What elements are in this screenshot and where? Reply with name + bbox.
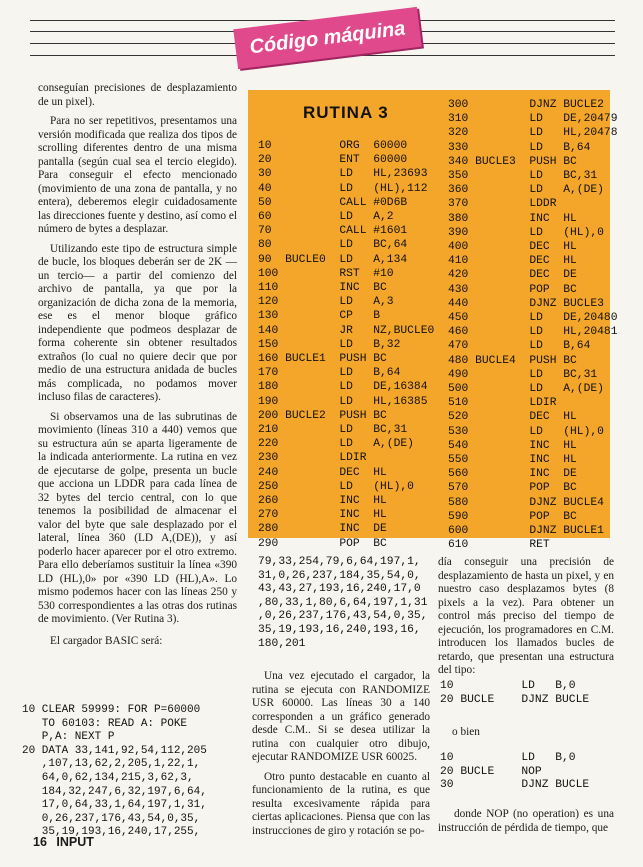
right-column	[438, 556, 614, 684]
or-text: o bien	[452, 726, 480, 738]
basic-loader-listing: 10 CLEAR 59999: FOR P=60000 TO 60103: READ A: POKE P,A: NEXT P 20 DATA 33,141,92,54,112,205 ,107,13,62,2,205,1,22,1, 64,0,62,134,215,3,62,3, 184,32,247,6,32,197,6,64, 17,0,64,33,1,64,197,1,31, 0,26,237,176,43,54,0,35, 35,19,193,16,240,17,255,	[22, 704, 207, 839]
routine-listing-right: 300 DJNZ BUCLE2 310 LD DE,20479 320 LD HL,20478 330 LD B,64 340 BUCLE3 PUSH BC 350 LD BC,31 360 LD A,(DE) 370 LDDR 380 INC HL 390 LD (HL),0 400 DEC HL 410 DEC HL 420 DEC DE 430 POP BC 440 DJNZ BUCLE3 450 LD DE,20480 460 LD HL,20481 470 LD B,64 480 BUCLE4 PUSH BC 490 LD BC,31 500 LD A,(DE) 510 LDIR 520 DEC HL 530 LD (HL),0 540 INC HL 550 INC HL 560 INC DE 570 POP BC 580 DJNZ BUCLE4 590 POP BC 600 DJNZ BUCLE1 610 RET	[448, 99, 618, 552]
data-continued-listing: 79,33,254,79,6,64,197,1, 31,0,26,237,184,35,54,0, 43,43,27,193,16,240,17,0 ,80,33,1,80,6,64,197,1,31 ,0,26,237,176,43,54,0,35, 35,19,193,16,240,193,16, 180,201	[258, 556, 428, 650]
paragraph: Si observamos una de las subrutinas de movimiento (líneas 310 a 440) vemos que su estructura aún se aparta ligeramente de la indicada anteriormente. La rutina en vez de ejecutarse de golpe, presenta un bucle que acciona un LDDR para cada línea de 32 bytes del tercio central, con lo que tenemos la posibilidad de almacenar el valor del byte que sale desplazado por el lateral, línea 360 (LD A,(DE)), y así poderlo hacer aparecer por el otro extremo. Para ello deberíamos sustituir la línea «390 LD (HL),0» por «390 LD (HL),A». Lo mismo podemos hacer con las líneas 250 y 530 correspondientes a las otras dos rutinas de movimiento. (Ver Rutina 3).	[38, 410, 237, 625]
magazine-name: INPUT	[56, 835, 94, 849]
folio	[33, 835, 94, 849]
paragraph: Utilizando este tipo de estructura simple de bucle, los bloques deberán ser de 2K —un tercio— a partir del comienzo del archivo de pantalla, ya que por la organización de dicha zona de la memoria, ese es el menor bloque gráfico independiente que podmeos desplazar de forma coherente sin obtener resultados extraños (lo cual no quiere decir que por medio de una estructura anidada de bucles más complicada, no podamos mover incluso filas de caracteres).	[38, 242, 237, 403]
right-column-bottom	[438, 808, 614, 841]
paragraph: Una vez ejecutado el cargador, la rutina se ejecuta con RANDOMIZE USR 60000. Las líneas 30 a 140 corresponden a un gráfico generado desde C.M.. Si se desea utilizar la rutina con cualquier otro dibujo, ejecutar RANDOMIZE USR 60025.	[252, 670, 430, 763]
section-tab: Código máquina	[233, 7, 421, 69]
paragraph: Para no ser repetitivos, presentamos una versión modificada que realiza dos tipos de scrolling diferentes dentro de una misma pantalla (según cual sea el tercio elegido). Para conseguir el efecto mencionado (movimiento de una zona de pantalla, y no entera), deberemos elegir cuidadosamente las direcciones fuente y destino, así como el número de bytes a desplazar.	[38, 115, 237, 235]
paragraph: Otro punto destacable en cuanto al funcionamiento de la rutina, es que resulta excesivamente rápida para ciertas aplicaciones. Piensa que con las instrucciones de giro y rotación se po-	[252, 770, 430, 837]
left-column	[38, 82, 237, 654]
delay-loop-listing-1: 10 LD B,0 20 BUCLE DJNZ BUCLE	[440, 680, 590, 706]
paragraph: El cargador BASIC será:	[50, 634, 163, 647]
paragraph: día conseguir una precisión de desplazamiento de hasta un pixel, y en nuestro caso desplazamos bytes (8 pixels a la vez). Para obtener un control más preciso del tiempo de ejecución, los programadores en C.M. introducen los llamados bucles de retardo, que presentan una estructura del tipo:	[438, 556, 614, 676]
delay-loop-listing-2: 10 LD B,0 20 BUCLE NOP 30 DJNZ BUCLE	[440, 752, 590, 792]
paragraph: conseguían precisiones de desplazamiento de un pixel).	[38, 82, 237, 108]
page-number: 16	[33, 835, 47, 849]
routine-title: RUTINA 3	[303, 103, 389, 122]
middle-column	[252, 670, 430, 844]
paragraph: donde NOP (no operation) es una instrucción de pérdida de tiempo, que	[438, 808, 614, 834]
routine-listing-left: 10 ORG 60000 20 ENT 60000 30 LD HL,23693 40 LD (HL),112 50 CALL #0D6B 60 LD A,2 70 CALL #1601 80 LD BC,64 90 BUCLE0 LD A,134 100 RST #10 110 INC BC 120 LD A,3 130 CP B 140 JR NZ,BUCLE0 150 LD B,32 160 BUCLE1 PUSH BC 170 LD B,64 180 LD DE,16384 190 LD HL,16385 200 BUCLE2 PUSH BC 210 LD BC,31 220 LD A,(DE) 230 LDIR 240 DEC HL 250 LD (HL),0 260 INC HL 270 INC HL 280 INC DE 290 POP BC	[258, 140, 435, 550]
